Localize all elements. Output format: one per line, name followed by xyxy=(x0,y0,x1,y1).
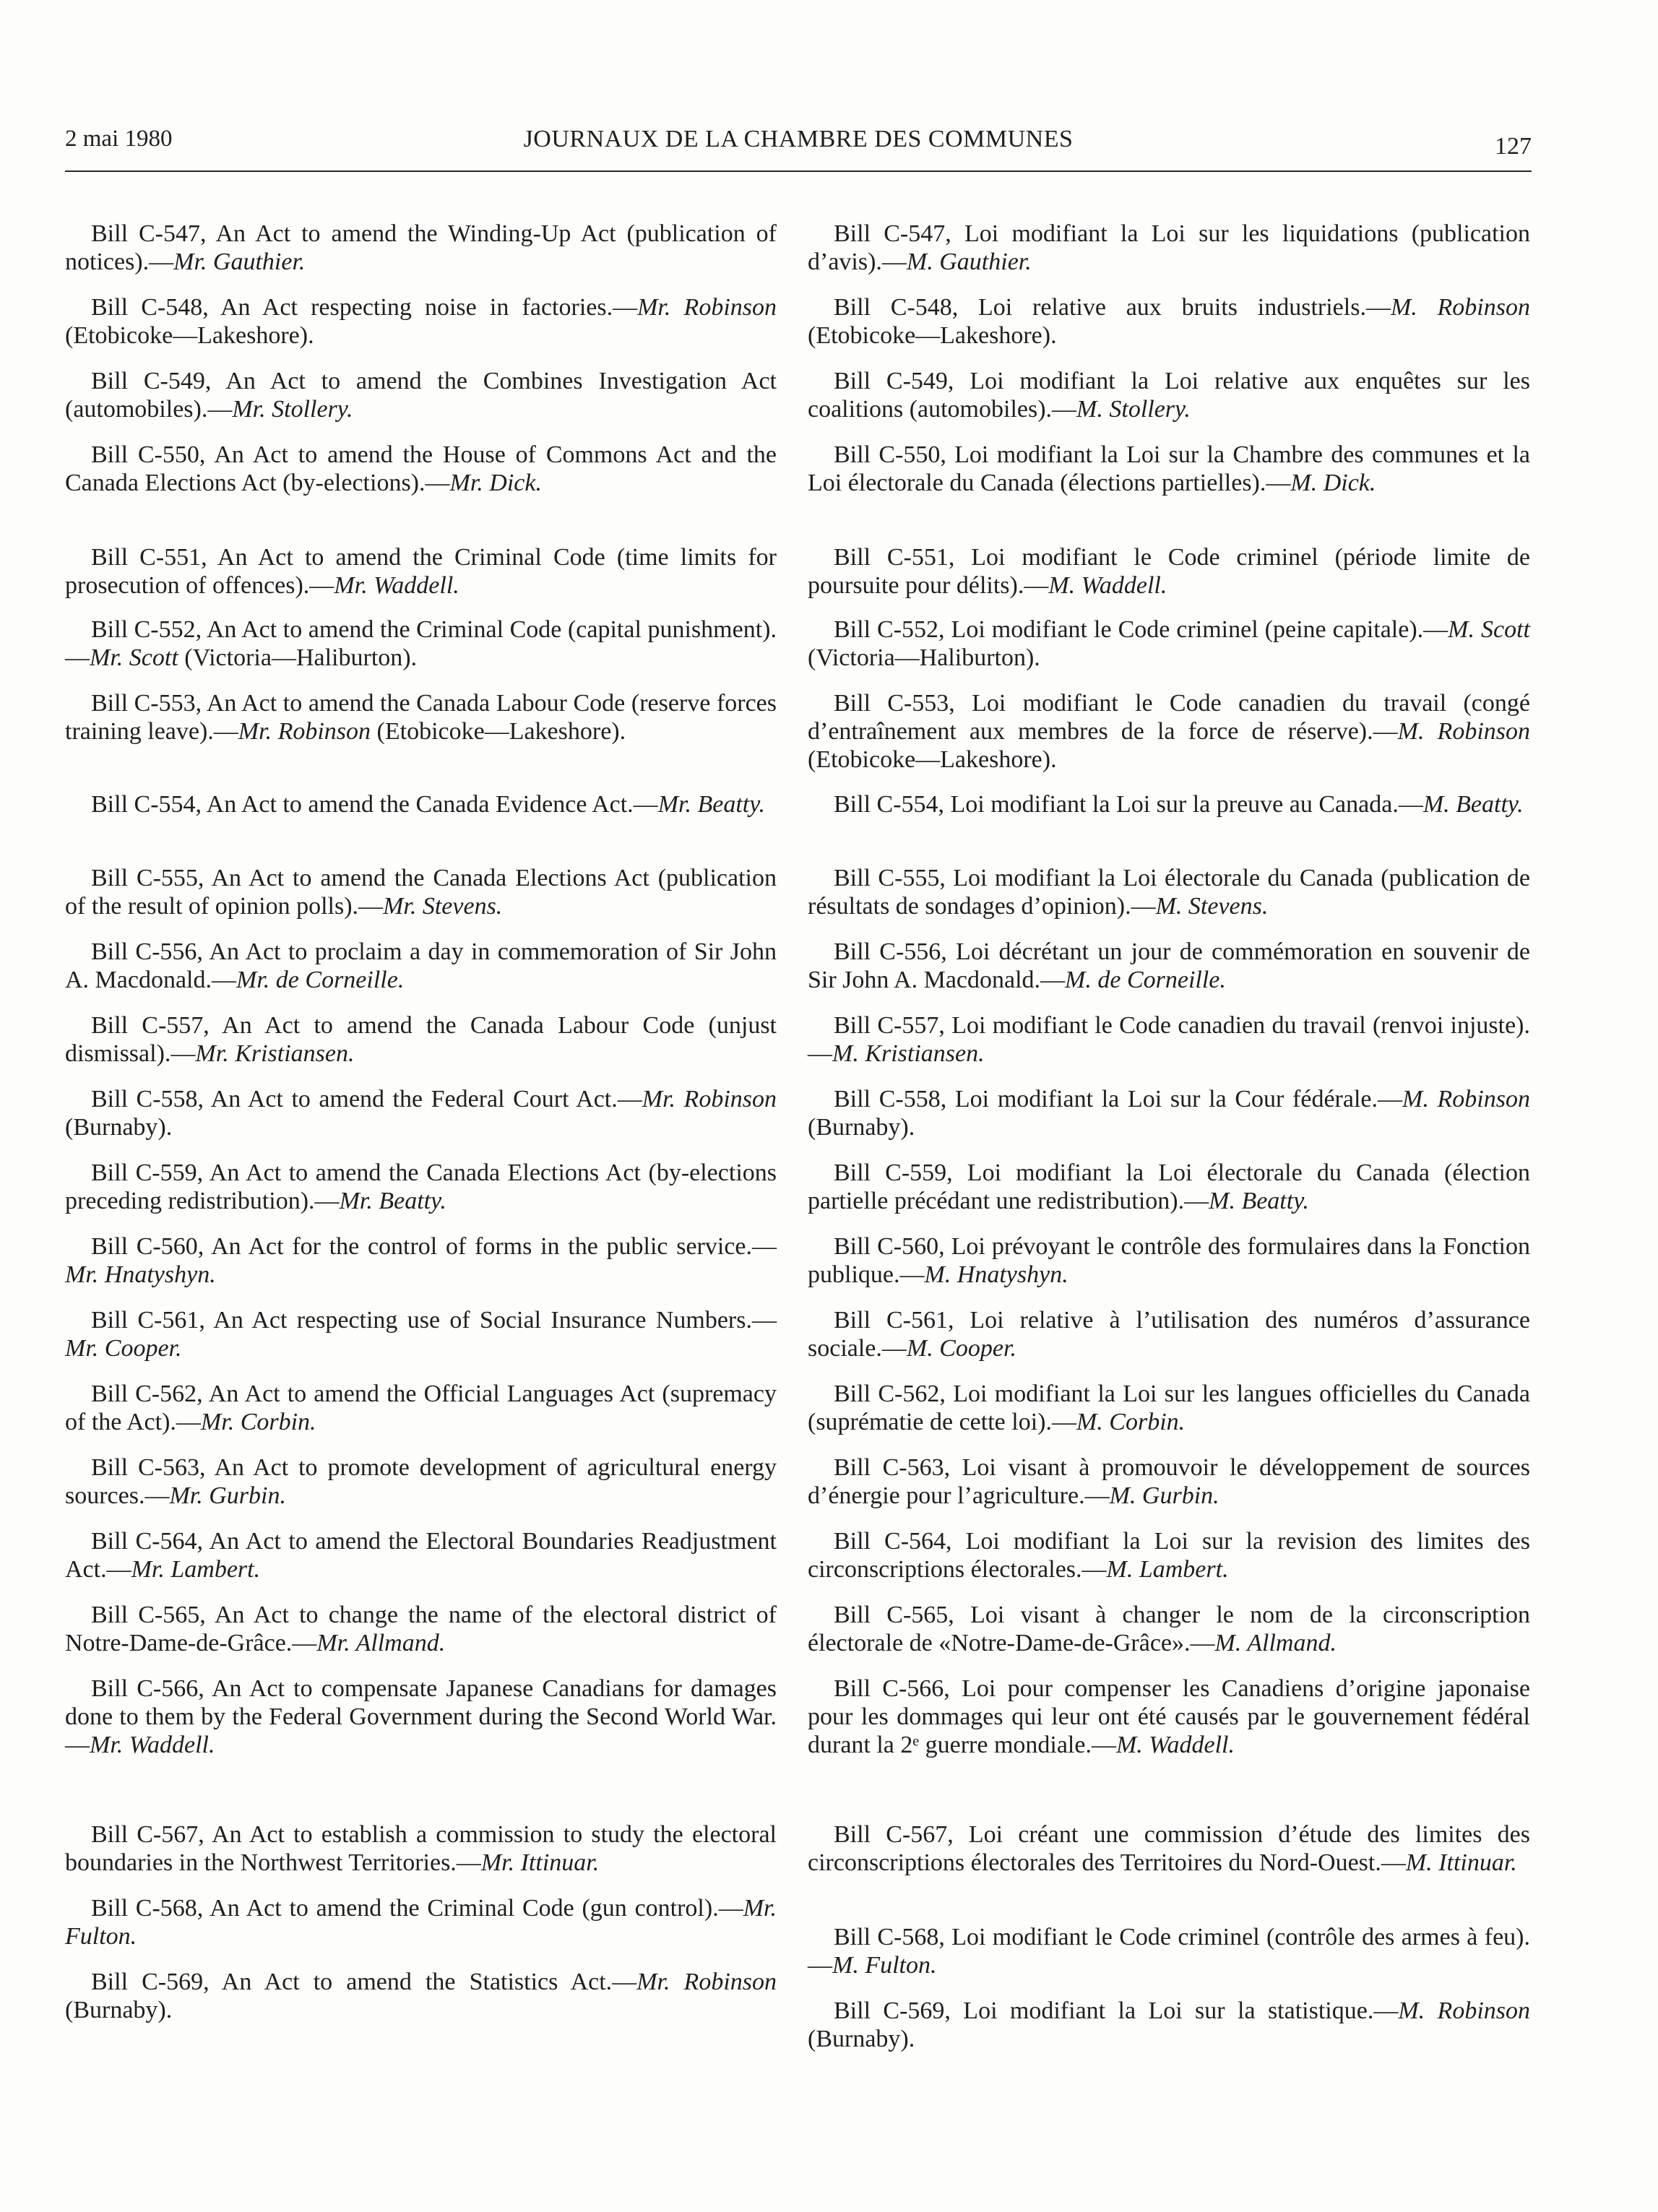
bill-entry xyxy=(65,367,777,423)
bill-text: Bill C-548, Loi relative aux bruits industriels.— xyxy=(834,294,1391,321)
bill-text: Bill C-557, An Act to amend the Canada Labour Code (unjust dismissal).— xyxy=(65,1012,777,1067)
sponsor-name: M. Cooper. xyxy=(906,1335,1016,1362)
bill-entry xyxy=(808,1601,1530,1657)
bill-entry xyxy=(808,1232,1530,1289)
bill-text: Bill C-568, Loi modifiant le Code criminel (contrôle des armes à feu).— xyxy=(808,1924,1530,1979)
header-date: 2 mai 1980 xyxy=(65,126,173,152)
bill-text: Bill C-559, Loi modifiant la Loi électorale du Canada (élection partielle précédant une redistribution).— xyxy=(808,1159,1530,1214)
bill-entry xyxy=(808,1820,1530,1877)
sponsor-name: M. Beatty. xyxy=(1422,791,1524,818)
bill-text: Bill C-565, An Act to change the name of the electoral district of Notre-Dame-de-Grâce.— xyxy=(65,1602,777,1656)
sponsor-riding: (Victoria—Haliburton). xyxy=(808,644,1040,671)
bill-text: Bill C-558, Loi modifiant la Loi sur la Cour fédérale.— xyxy=(834,1086,1403,1113)
sponsor-name: Mr. Stollery. xyxy=(232,396,353,423)
bill-text: Bill C-562, An Act to amend the Official Languages Act (supremacy of the Act).— xyxy=(65,1381,777,1435)
sponsor-riding: (Burnaby). xyxy=(808,1114,915,1141)
bill-entry xyxy=(65,1894,777,1950)
sponsor-riding: (Burnaby). xyxy=(808,2026,915,2052)
sponsor-name: M. de Corneille. xyxy=(1065,967,1226,993)
sponsor-name: M. Allmand. xyxy=(1214,1630,1337,1656)
sponsor-name: Mr. Waddell. xyxy=(90,1732,215,1758)
bill-entry xyxy=(808,367,1530,423)
bill-text: Bill C-567, Loi créant une commission d’étude des limites des circonscriptions électorales des Territoires du Nord-Ouest.— xyxy=(808,1821,1530,1876)
bill-entry xyxy=(65,864,777,920)
bill-text: Bill C-554, An Act to amend the Canada Evidence Act.— xyxy=(91,791,658,818)
bill-text: Bill C-548, An Act respecting noise in factories.— xyxy=(91,294,638,321)
bill-text: Bill C-559, An Act to amend the Canada Elections Act (by-elections preceding redistribution).— xyxy=(65,1159,777,1214)
sponsor-name: Mr. Cooper. xyxy=(65,1335,182,1362)
bill-text: Bill C-561, Loi relative à l’utilisation des numéros d’assurance sociale.— xyxy=(808,1307,1530,1362)
bill-entry xyxy=(808,1380,1530,1436)
sponsor-name: M. Stollery. xyxy=(1076,396,1191,423)
bill-entry xyxy=(808,1306,1530,1362)
bill-entry xyxy=(808,1085,1530,1141)
bill-entry xyxy=(65,1968,777,2024)
sponsor-riding: (Victoria—Haliburton). xyxy=(184,644,418,671)
bill-text: Bill C-554, Loi modifiant la Loi sur la preuve au Canada.— xyxy=(834,791,1423,818)
bill-text: Bill C-551, Loi modifiant le Code criminel (période limite de poursuite pour délits).— xyxy=(808,544,1530,599)
sponsor-name: M. Waddell. xyxy=(1115,1732,1235,1758)
bill-entry xyxy=(808,689,1530,774)
sponsor-name: M. Robinson xyxy=(1402,1086,1530,1113)
bill-text: Bill C-560, Loi prévoyant le contrôle des formulaires dans la Fonction publique.— xyxy=(808,1233,1530,1288)
sponsor-name: M. Dick. xyxy=(1290,470,1376,496)
bill-entry xyxy=(65,790,777,818)
sponsor-name: M. Gurbin. xyxy=(1109,1482,1219,1509)
sponsor-name: M. Robinson xyxy=(1397,718,1530,745)
bill-entry xyxy=(808,1997,1530,2053)
page-number: 127 xyxy=(1495,133,1532,160)
bill-entry xyxy=(65,1232,777,1289)
bill-entry xyxy=(65,1601,777,1657)
bill-text: Bill C-553, Loi modifiant le Code canadien du travail (congé d’entraînement aux membres de la force de réserve).— xyxy=(808,690,1530,745)
bill-entry xyxy=(808,220,1530,276)
sponsor-name: Mr. Corbin. xyxy=(200,1409,316,1435)
bill-entry xyxy=(808,543,1530,600)
sponsor-name: Mr. Robinson xyxy=(636,1969,777,1995)
bill-text: Bill C-552, An Act to amend the Criminal Code (capital punishment).— xyxy=(65,616,777,671)
sponsor-name: Mr. Kristiansen. xyxy=(195,1040,355,1067)
bill-text: Bill C-551, An Act to amend the Criminal Code (time limits for prosecution of offences).— xyxy=(65,544,777,599)
bill-entry xyxy=(65,615,777,672)
bill-entry xyxy=(65,1527,777,1584)
bill-entry xyxy=(65,1380,777,1436)
sponsor-name: M. Hnatyshyn. xyxy=(924,1261,1068,1288)
bill-entry xyxy=(65,220,777,276)
bill-entry xyxy=(65,543,777,600)
bill-text: Bill C-552, Loi modifiant le Code criminel (peine capitale).— xyxy=(834,616,1448,643)
bill-text: Bill C-555, An Act to amend the Canada Elections Act (publication of the result of opinion polls).— xyxy=(65,865,777,920)
bill-text: Bill C-566, An Act to compensate Japanese Canadians for damages done to them by the Federal Government during the Second World War.— xyxy=(65,1675,777,1758)
sponsor-name: Mr. Scott xyxy=(90,644,178,671)
sponsor-name: M. Beatty. xyxy=(1209,1188,1309,1214)
bill-entry xyxy=(808,790,1530,818)
sponsor-name: M. Corbin. xyxy=(1076,1409,1186,1435)
bill-entry xyxy=(808,1159,1530,1215)
bill-text: Bill C-569, Loi modifiant la Loi sur la statistique.— xyxy=(834,1997,1399,2024)
bill-text: Bill C-569, An Act to amend the Statistics Act.— xyxy=(91,1969,637,1995)
bill-entry xyxy=(808,1923,1530,1979)
bill-entry xyxy=(808,1527,1530,1584)
bill-text: Bill C-564, An Act to amend the Electoral Boundaries Readjustment Act.— xyxy=(65,1528,777,1583)
sponsor-name: M. Gauthier. xyxy=(906,249,1032,275)
bill-entry xyxy=(65,1820,777,1877)
bill-text: Bill C-547, An Act to amend the Winding-Up Act (publication of notices).— xyxy=(65,220,777,275)
sponsor-riding: (Burnaby). xyxy=(65,1114,173,1141)
sponsor-riding: (Etobicoke—Lakeshore). xyxy=(65,322,314,349)
bill-text: Bill C-550, Loi modifiant la Loi sur la Chambre des communes et la Loi électorale du Canada (élections partielles).— xyxy=(808,441,1530,496)
bill-entry xyxy=(808,938,1530,994)
bill-text: Bill C-561, An Act respecting use of Social Insurance Numbers.— xyxy=(91,1307,777,1334)
sponsor-name: Mr. Beatty. xyxy=(657,791,765,818)
sponsor-riding: (Burnaby). xyxy=(65,1997,173,2023)
bill-text: Bill C-547, Loi modifiant la Loi sur les liquidations (publication d’avis).— xyxy=(808,220,1530,275)
sponsor-name: M. Waddell. xyxy=(1048,572,1167,599)
sponsor-name: Mr. Beatty. xyxy=(339,1188,446,1214)
sponsor-name: M. Kristiansen. xyxy=(832,1040,985,1067)
sponsor-riding: (Etobicoke—Lakeshore). xyxy=(808,746,1057,773)
bill-entry xyxy=(808,1011,1530,1068)
sponsor-name: Mr. Robinson xyxy=(637,294,777,321)
bill-text: Bill C-564, Loi modifiant la Loi sur la revision des limites des circonscriptions électorales.— xyxy=(808,1528,1530,1583)
sponsor-name: Mr. Hnatyshyn. xyxy=(65,1261,216,1288)
bill-text: Bill C-568, An Act to amend the Criminal Code (gun control).— xyxy=(91,1895,743,1922)
sponsor-name: Mr. Waddell. xyxy=(334,572,459,599)
sponsor-name: M. Robinson xyxy=(1390,294,1530,321)
bill-entry xyxy=(65,1675,777,1759)
sponsor-name: M. Lambert. xyxy=(1106,1556,1229,1583)
bill-entry xyxy=(65,293,777,350)
sponsor-name: Mr. Ittinuar. xyxy=(480,1849,600,1876)
bill-entry xyxy=(65,1085,777,1141)
bill-text: Bill C-560, An Act for the control of forms in the public service.— xyxy=(91,1233,777,1260)
sponsor-name: Mr. Stevens. xyxy=(383,893,503,920)
bill-text: Bill C-556, Loi décrétant un jour de commémoration en souvenir de Sir John A. Macdonald.— xyxy=(808,938,1530,993)
bill-entry xyxy=(65,1159,777,1215)
bill-entry xyxy=(808,615,1530,672)
page-header xyxy=(65,123,1532,172)
sponsor-name: M. Scott xyxy=(1448,616,1530,643)
bill-entry xyxy=(808,441,1530,497)
header-title: JOURNAUX DE LA CHAMBRE DES COMMUNES xyxy=(523,126,1074,152)
sponsor-name: Mr. Fulton. xyxy=(65,1895,777,1950)
sponsor-name: Mr. Lambert. xyxy=(131,1556,261,1583)
bill-entry xyxy=(65,441,777,497)
sponsor-name: Mr. de Corneille. xyxy=(236,967,405,993)
bill-entry xyxy=(65,1306,777,1362)
sponsor-name: M. Robinson xyxy=(1398,1997,1530,2024)
bill-text: Bill C-549, Loi modifiant la Loi relative aux enquêtes sur les coalitions (automobiles).— xyxy=(808,368,1530,423)
bill-entry xyxy=(808,1453,1530,1510)
bill-entry xyxy=(65,1453,777,1510)
sponsor-riding: (Etobicoke—Lakeshore). xyxy=(376,718,626,745)
sponsor-name: Mr. Robinson xyxy=(238,718,371,745)
bill-entry xyxy=(65,1011,777,1068)
bill-entry xyxy=(808,864,1530,920)
bill-text: Bill C-555, Loi modifiant la Loi électorale du Canada (publication de résultats de sondages d’opinion).— xyxy=(808,865,1530,920)
bill-text: Bill C-563, Loi visant à promouvoir le développement de sources d’énergie pour l’agriculture.— xyxy=(808,1454,1530,1509)
sponsor-name: M. Ittinuar. xyxy=(1405,1849,1517,1876)
bill-text: Bill C-550, An Act to amend the House of Commons Act and the Canada Elections Act (by-elections).— xyxy=(65,441,777,496)
bill-text: Bill C-556, An Act to proclaim a day in commemoration of Sir John A. Macdonald.— xyxy=(65,938,777,993)
bill-text: Bill C-558, An Act to amend the Federal Court Act.— xyxy=(91,1086,642,1113)
bill-entry xyxy=(808,293,1530,350)
bill-text: Bill C-565, Loi visant à changer le nom de la circonscription électorale de «Notre-Dame-de-Grâce».— xyxy=(808,1602,1530,1656)
sponsor-name: Mr. Gauthier. xyxy=(173,249,306,275)
bill-text: Bill C-562, Loi modifiant la Loi sur les langues officielles du Canada (suprématie de cette loi).— xyxy=(808,1381,1530,1435)
bill-text: Bill C-557, Loi modifiant le Code canadien du travail (renvoi injuste).— xyxy=(808,1012,1530,1067)
sponsor-name: Mr. Robinson xyxy=(642,1086,777,1113)
sponsor-name: M. Fulton. xyxy=(832,1952,937,1979)
bill-text: Bill C-566, Loi pour compenser les Canadiens d’origine japonaise pour les dommages qui leur ont été causés par le gouvernement fédéral durant la 2ᵉ guerre mondiale.— xyxy=(808,1675,1530,1758)
bill-text: Bill C-549, An Act to amend the Combines Investigation Act (automobiles).— xyxy=(65,368,777,423)
sponsor-riding: (Etobicoke—Lakeshore). xyxy=(808,322,1057,349)
bill-text: Bill C-567, An Act to establish a commission to study the electoral boundaries in the Northwest Territories.— xyxy=(65,1821,777,1876)
bill-entry xyxy=(65,938,777,994)
sponsor-name: Mr. Allmand. xyxy=(316,1630,446,1656)
sponsor-name: Mr. Dick. xyxy=(449,470,542,496)
bill-entry xyxy=(65,689,777,746)
bill-text: Bill C-563, An Act to promote development of agricultural energy sources.— xyxy=(65,1454,777,1509)
sponsor-name: Mr. Gurbin. xyxy=(169,1482,286,1509)
bill-text: Bill C-553, An Act to amend the Canada Labour Code (reserve forces training leave).— xyxy=(65,690,777,745)
bill-entry xyxy=(808,1675,1530,1759)
sponsor-name: M. Stevens. xyxy=(1155,893,1269,920)
